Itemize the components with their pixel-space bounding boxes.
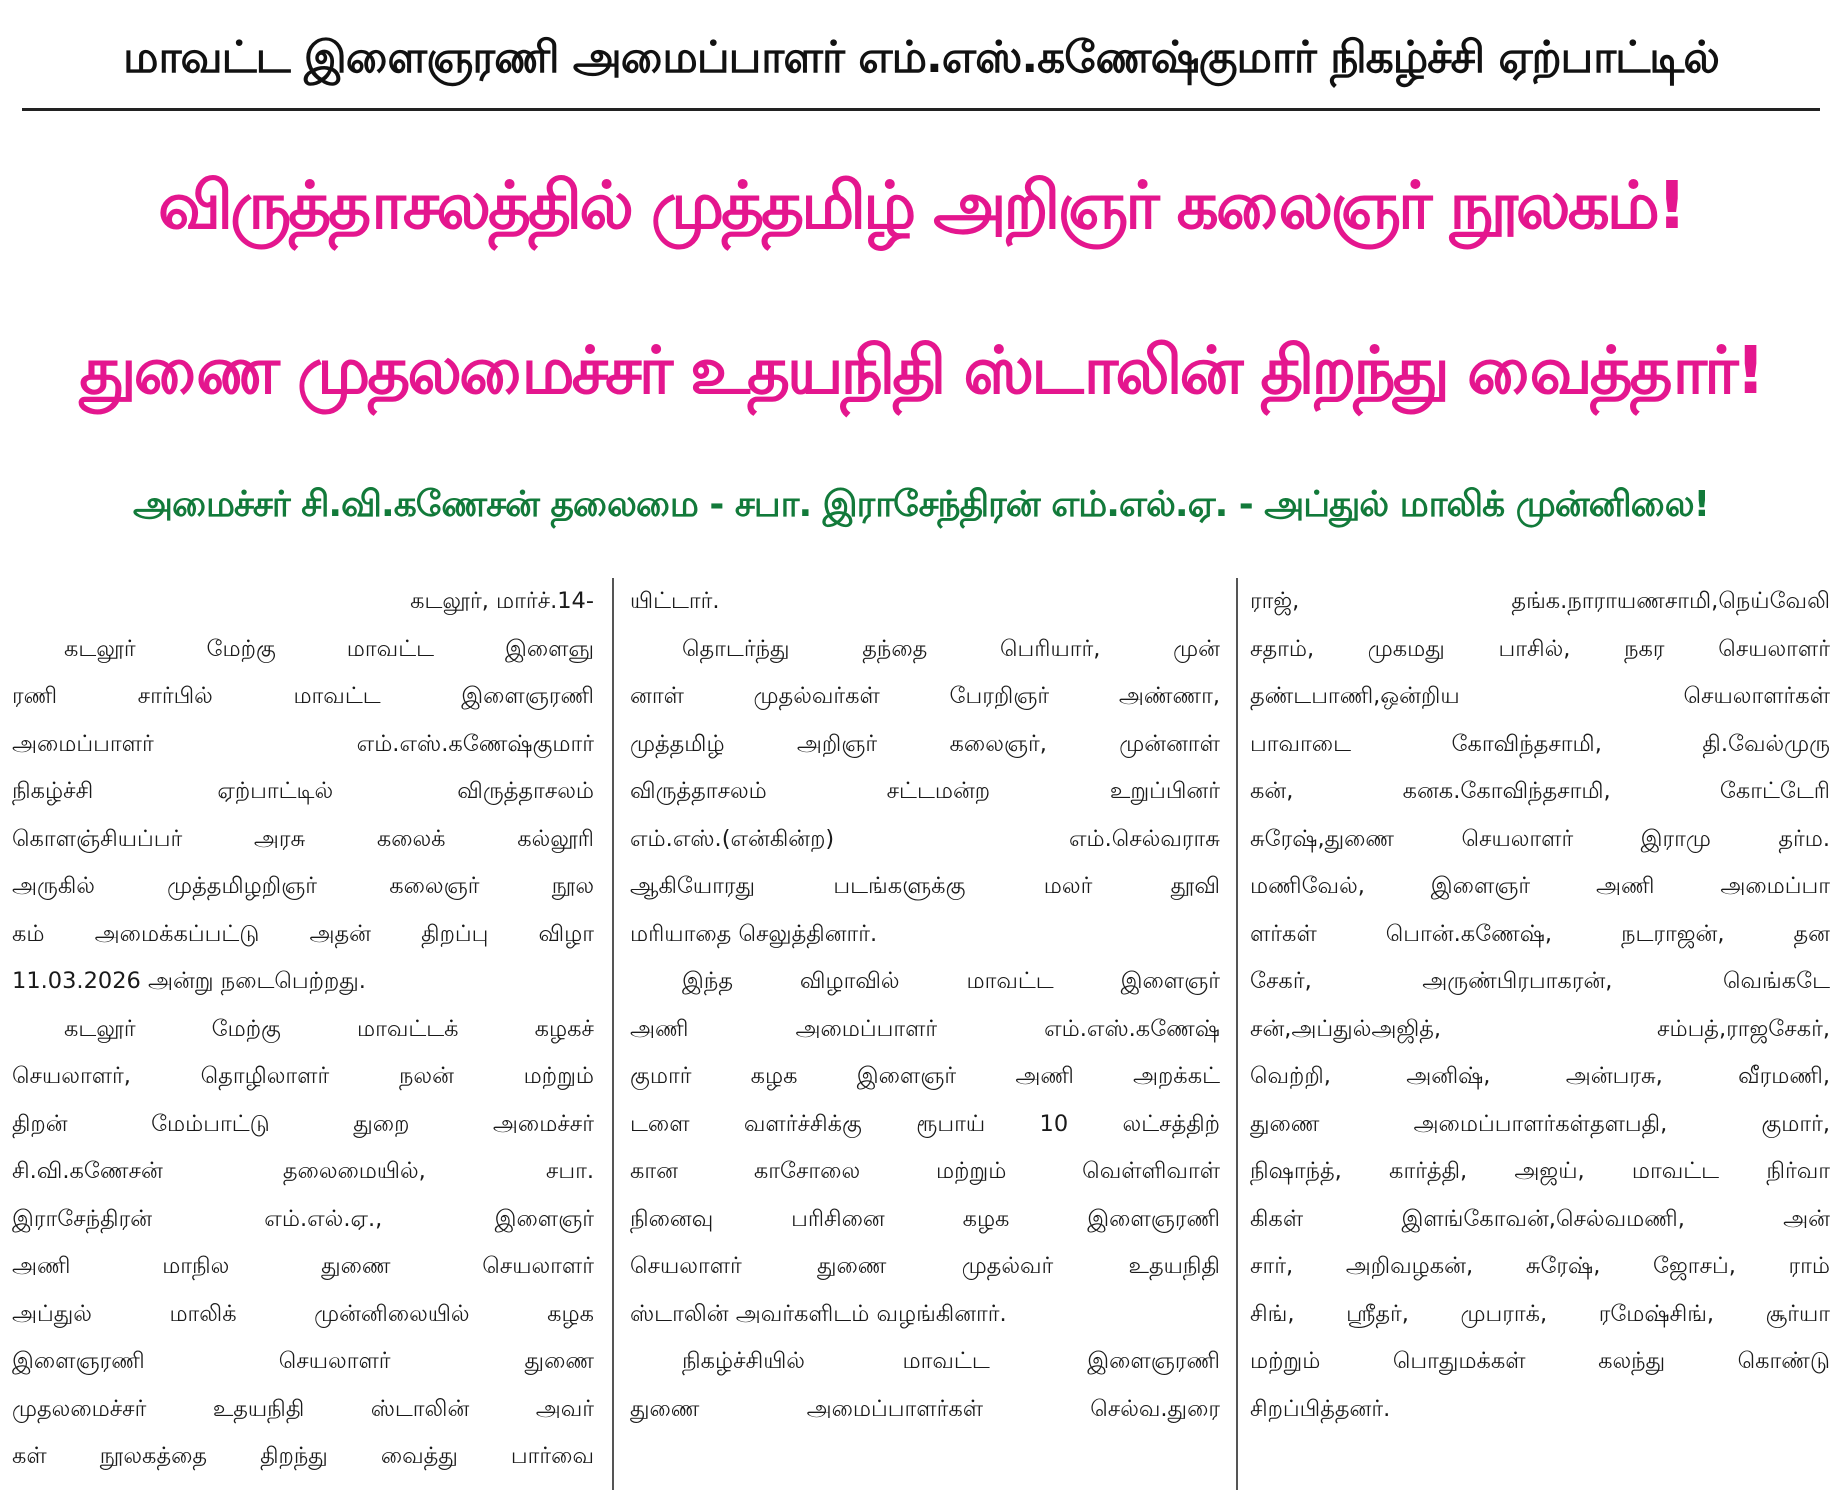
column1-line: அப்துல் மாலிக் முன்னிலையில் கழக bbox=[12, 1300, 594, 1327]
column3-line: கன், கனக.கோவிந்தசாமி, கோட்டேரி bbox=[1250, 778, 1830, 804]
column1-line: கடலூர் மேற்கு மாவட்ட இளைஞு bbox=[64, 635, 594, 662]
kicker-rule bbox=[22, 108, 1820, 111]
column2-line: முத்தமிழ் அறிஞர் கலைஞர், முன்னாள் bbox=[630, 730, 1220, 757]
column2-line: ஸ்டாலின் அவர்களிடம் வழங்கினார். bbox=[630, 1300, 1007, 1327]
column-divider bbox=[612, 578, 614, 1490]
column1-line: கள் நூலகத்தை திறந்து வைத்து பார்வை bbox=[12, 1443, 594, 1469]
article-column-3 bbox=[1250, 578, 1830, 1490]
column1-line: இளைஞரணி செயலாளர் துணை bbox=[12, 1348, 594, 1374]
dateline: கடலூர், மார்ச்.14- bbox=[410, 588, 594, 614]
column1-line: அருகில் முத்தமிழறிஞர் கலைஞர் நூல bbox=[12, 873, 594, 899]
column2-line: நினைவு பரிசினை கழக இளைஞரணி bbox=[630, 1205, 1220, 1232]
column3-line: தண்டபாணி,ஒன்றிய செயலாளர்கள் bbox=[1250, 683, 1830, 709]
column1-line: 11.03.2026 அன்று நடைபெற்றது. bbox=[12, 968, 366, 994]
column2-line: இந்த விழாவில் மாவட்ட இளைஞர் bbox=[682, 968, 1220, 994]
column3-line: மற்றும் பொதுமக்கள் கலந்து கொண்டு bbox=[1250, 1348, 1830, 1374]
column-divider bbox=[1236, 578, 1238, 1490]
article-body bbox=[0, 578, 1842, 1490]
column3-line: சேகர், அருண்பிரபாகரன், வெங்கடே bbox=[1250, 968, 1830, 994]
kicker-line: மாவட்ட இளைஞரணி அமைப்பாளர் எம்.எஸ்.கணேஷ்குமார் நிகழ்ச்சி ஏற்பாட்டில் bbox=[123, 31, 1719, 83]
column2-line: அணி அமைப்பாளர் எம்.எஸ்.கணேஷ் bbox=[630, 1015, 1220, 1042]
headline-line-1: விருத்தாசலத்தில் முத்தமிழ் அறிஞர் கலைஞர் நூலகம்! bbox=[158, 167, 1684, 244]
column1-line: திறன் மேம்பாட்டு துறை அமைச்சர் bbox=[12, 1110, 594, 1137]
column1-line: அமைப்பாளர் எம்.எஸ்.கணேஷ்குமார் bbox=[12, 730, 594, 757]
column1-line: நிகழ்ச்சி ஏற்பாட்டில் விருத்தாசலம் bbox=[12, 778, 594, 804]
column2-line: எம்.எஸ்.(என்கின்ற) எம்.செல்வராசு bbox=[630, 825, 1220, 852]
column3-line: சிறப்பித்தனர். bbox=[1250, 1395, 1391, 1422]
column2-line: கான காசோலை மற்றும் வெள்ளிவாள் bbox=[630, 1158, 1220, 1184]
column1-line: கம் அமைக்கப்பட்டு அதன் திறப்பு விழா bbox=[12, 920, 594, 947]
subheadline: அமைச்சர் சி.வி.கணேசன் தலைமை - சபா. இராசேந்திரன் எம்.எல்.ஏ. - அப்துல் மாலிக் முன்னிலை! bbox=[132, 484, 1710, 525]
column2-line: செயலாளர் துணை முதல்வர் உதயநிதி bbox=[630, 1253, 1220, 1279]
column2-line: யிட்டார். bbox=[630, 588, 720, 614]
column3-line: சிங், ஶ்ரீதர், முபராக், ரமேஷ்சிங், சூர்யா bbox=[1250, 1300, 1830, 1327]
column3-line: ராஜ், தங்க.நாராயணசாமி,நெய்வேலி bbox=[1250, 588, 1830, 614]
column3-line: ளர்கள் பொன்.கணேஷ், நடராஜன், தன bbox=[1250, 920, 1830, 947]
article-column-2 bbox=[630, 578, 1220, 1490]
column2-line: ஆகியோரது படங்களுக்கு மலர் தூவி bbox=[630, 873, 1220, 899]
column3-line: பாவாடை கோவிந்தசாமி, தி.வேல்முரு bbox=[1250, 730, 1830, 757]
headline-line-2: துணை முதலமைச்சர் உதயநிதி ஸ்டாலின் திறந்து வைத்தார்! bbox=[79, 332, 1763, 409]
column2-line: னாள் முதல்வர்கள் பேரறிஞர் அண்ணா, bbox=[630, 683, 1220, 709]
column3-line: சன்,அப்துல்அஜித், சம்பத்,ராஜசேகர், bbox=[1250, 1015, 1830, 1042]
column1-line: கடலூர் மேற்கு மாவட்டக் கழகச் bbox=[64, 1015, 594, 1042]
column2-line: தொடர்ந்து தந்தை பெரியார், முன் bbox=[682, 635, 1220, 662]
column1-line: கொளஞ்சியப்பர் அரசு கலைக் கல்லூரி bbox=[12, 825, 594, 852]
column2-line: டளை வளர்ச்சிக்கு ரூபாய் 10 லட்சத்திற் bbox=[630, 1110, 1220, 1137]
column3-line: மணிவேல், இளைஞர் அணி அமைப்பா bbox=[1250, 873, 1830, 899]
column3-line: துணை அமைப்பாளர்கள்தளபதி, குமார், bbox=[1250, 1110, 1830, 1137]
column3-line: சார், அறிவழகன், சுரேஷ், ஜோசப், ராம் bbox=[1250, 1253, 1830, 1279]
column1-line: சி.வி.கணேசன் தலைமையில், சபா. bbox=[12, 1158, 594, 1184]
column1-line: இராசேந்திரன் எம்.எல்.ஏ., இளைஞர் bbox=[12, 1205, 594, 1232]
column2-line: விருத்தாசலம் சட்டமன்ற உறுப்பினர் bbox=[630, 778, 1220, 804]
column1-line: முதலமைச்சர் உதயநிதி ஸ்டாலின் அவர் bbox=[12, 1395, 594, 1422]
column3-line: கிகள் இளங்கோவன்,செல்வமணி, அன் bbox=[1250, 1205, 1830, 1232]
column2-line: மரியாதை செலுத்தினார். bbox=[630, 920, 878, 947]
column3-line: நிஷாந்த், கார்த்தி, அஜய், மாவட்ட நிர்வா bbox=[1250, 1158, 1830, 1184]
article-column-1 bbox=[12, 578, 594, 1490]
column3-line: சதாம், முகமது பாசில், நகர செயலாளர் bbox=[1250, 635, 1830, 662]
column2-line: நிகழ்ச்சியில் மாவட்ட இளைஞரணி bbox=[682, 1348, 1220, 1374]
column2-line: துணை அமைப்பாளர்கள் செல்வ.துரை bbox=[630, 1395, 1220, 1422]
column3-line: சுரேஷ்,துணை செயலாளர் இராமு தர்ம. bbox=[1250, 825, 1830, 852]
column2-line: குமார் கழக இளைஞர் அணி அறக்கட் bbox=[630, 1063, 1220, 1089]
column3-line: வெற்றி, அனிஷ், அன்பரசு, வீரமணி, bbox=[1250, 1063, 1830, 1089]
column1-line: ரணி சார்பில் மாவட்ட இளைஞரணி bbox=[12, 683, 594, 709]
column1-line: செயலாளர், தொழிலாளர் நலன் மற்றும் bbox=[12, 1063, 594, 1089]
column1-line: அணி மாநில துணை செயலாளர் bbox=[12, 1253, 594, 1279]
